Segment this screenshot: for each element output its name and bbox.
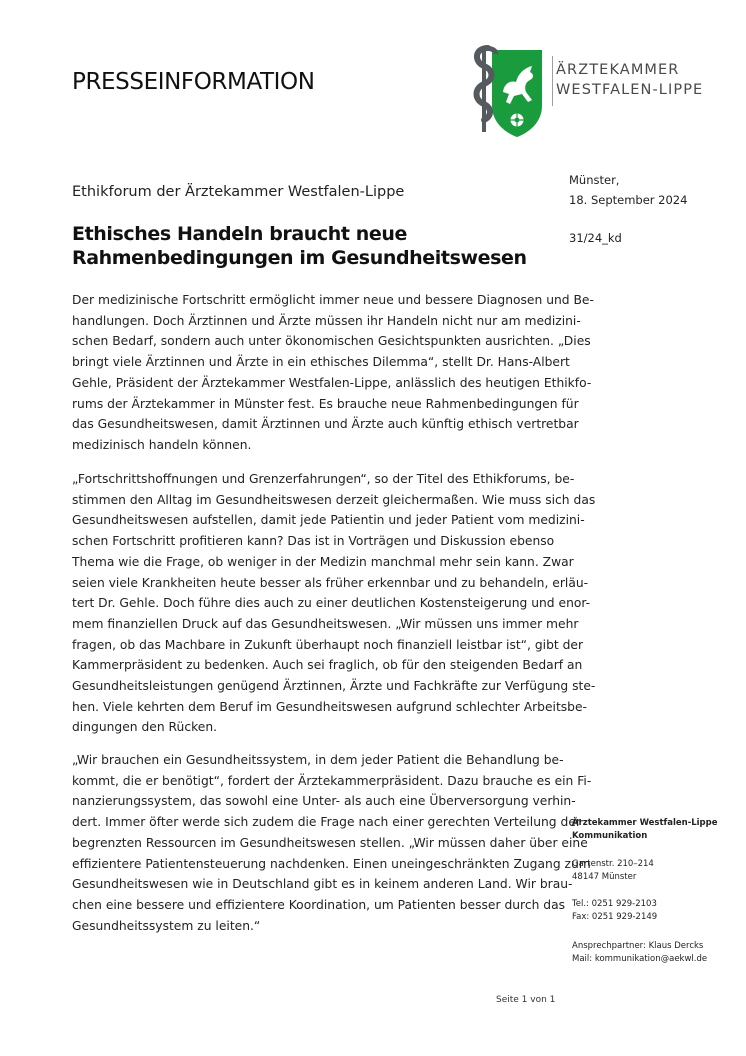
text-line: das Gesundheitswesen, damit Ärztinnen und Ärzte auch künftig ethisch vertretbar <box>72 417 579 432</box>
organization-name-line1: ÄRZTEKAMMER <box>556 62 680 78</box>
text-line: Kammerpräsident zu bedenken. Auch sei fraglich, ob für den steigenden Bedarf an <box>72 658 583 673</box>
text-line: chen eine bessere und effizientere Koordination, um Patienten besser durch das <box>72 897 566 912</box>
paragraph-3 <box>72 750 592 936</box>
aekwl-shield-logo-icon <box>466 44 546 138</box>
contact-address <box>572 858 654 884</box>
contact-org-name: Ärztekammer Westfalen-Lippe <box>572 818 718 828</box>
text-line: mem finanziellen Druck auf das Gesundheitswesen. „Wir müssen uns immer mehr <box>72 616 579 631</box>
reference-number: 31/24_kd <box>569 231 622 245</box>
contact-tel: Tel.: 0251 929-2103 <box>572 899 657 909</box>
text-line: „Fortschrittshoffnungen und Grenzerfahrungen“, so der Titel des Ethikforums, be- <box>72 472 575 486</box>
headline-line: Ethisches Handeln braucht neue <box>72 223 408 245</box>
text-line: Gesundheitsleistungen genügend Ärztinnen, Ärzte und Fachkräfte zur Verfügung ste- <box>72 679 596 694</box>
city: Münster, <box>569 173 620 187</box>
text-line: bringt viele Ärztinnen und Ärzte in ein ethisches Dilemma“, stellt Dr. Hans-Albert <box>72 355 570 370</box>
organization-name-line2: WESTFALEN-LIPPE <box>556 82 704 98</box>
paragraph-2 <box>72 469 596 738</box>
text-line: dert. Immer öfter werde sich zudem die Frage nach einer gerechten Verteilung der <box>72 815 581 830</box>
text-line: Gesundheitswesen aufstellen, damit jede Patientin und jeder Patient vom medizini- <box>72 513 585 528</box>
text-line: hen. Viele kehrten dem Beruf im Gesundheitswesen aufgrund schlechter Arbeitsbe- <box>72 699 587 714</box>
text-line: handlungen. Doch Ärztinnen und Ärzte müssen ihr Handeln nicht nur am medizini- <box>72 313 581 328</box>
text-line: fragen, ob das Machbare in Zukunft überhaupt noch finanziell leistbar ist“, gibt der <box>72 637 584 652</box>
text-line: begrenzten Ressourcen im Gesundheitswesen stellen. „Wir müssen daher über eine <box>72 835 588 850</box>
organization-name <box>556 60 703 100</box>
article-subheading: Ethikforum der Ärztekammer Westfalen-Lippe <box>72 184 405 200</box>
text-line: stimmen den Alltag im Gesundheitswesen derzeit gleichermaßen. Wie muss sich das <box>72 492 596 507</box>
text-line: schen Bedarf, sondern auch unter ökonomischen Gesichtspunkten ausrichten. „Dies <box>72 334 591 349</box>
contact-department: Kommunikation <box>572 830 648 841</box>
contact-person <box>572 940 707 966</box>
text-line: Gehle, Präsident der Ärztekammer Westfalen-Lippe, anlässlich des heutigen Ethikfo- <box>72 375 592 390</box>
contact-fax: Fax: 0251 929-2149 <box>572 911 658 922</box>
text-line: effizientere Patientensteuerung nachdenken. Einen uneingeschränkten Zugang zum <box>72 856 591 871</box>
text-line: seien viele Krankheiten heute besser als früher erkennbar und zu behandeln, erläu- <box>72 575 589 590</box>
text-line: tert Dr. Gehle. Doch führe dies auch zu einer deutlichen Kostensteigerung und enor- <box>72 596 591 611</box>
text-line: rums der Ärztekammer in Münster fest. Es brauche neue Rahmenbedingungen für <box>72 396 579 411</box>
headline-line: Rahmenbedingungen im Gesundheitswesen <box>72 247 527 269</box>
text-line: Gesundheitswesen wie in Deutschland gibt es in keinem anderen Land. Wir brau- <box>72 877 573 892</box>
text-line: „Wir brauchen ein Gesundheitssystem, in dem jeder Patient die Behandlung be- <box>72 753 564 767</box>
text-line: Der medizinische Fortschritt ermöglicht immer neue und bessere Diagnosen und Be- <box>72 293 594 307</box>
contact-zip-city: 48147 Münster <box>572 871 637 882</box>
place-date <box>569 170 687 210</box>
contact-organization <box>572 817 717 843</box>
text-line: nanzierungssystem, das sowohl eine Unter- als auch eine Überversorgung verhin- <box>72 794 576 809</box>
text-line: schen Fortschritt profitieren kann? Das ist in Vorträgen und Diskussion ebenso <box>72 534 555 549</box>
paragraph-1 <box>72 290 594 476</box>
contact-person-name: Ansprechpartner: Klaus Dercks <box>572 941 704 951</box>
text-line: Gesundheitssystem zu leiten.“ <box>72 918 261 933</box>
page-number: Seite 1 von 1 <box>496 995 556 1005</box>
page-title: PRESSEINFORMATION <box>72 69 315 95</box>
date: 18. September 2024 <box>569 193 688 207</box>
contact-phone <box>572 898 657 924</box>
logo-divider <box>552 56 553 106</box>
text-line: Thema wie die Frage, ob weniger in der Medizin manchmal mehr sein kann. Zwar <box>72 554 574 569</box>
text-line: medizinisch handeln können. <box>72 437 252 452</box>
contact-street: Gartenstr. 210–214 <box>572 859 654 869</box>
contact-mail: Mail: kommunikation@aekwl.de <box>572 953 708 964</box>
text-line: kommt, die er benötigt“, fordert der Ärztekammerpräsident. Dazu brauche es ein Fi- <box>72 773 592 788</box>
article-headline <box>72 222 542 270</box>
text-line: dingungen den Rücken. <box>72 720 218 735</box>
